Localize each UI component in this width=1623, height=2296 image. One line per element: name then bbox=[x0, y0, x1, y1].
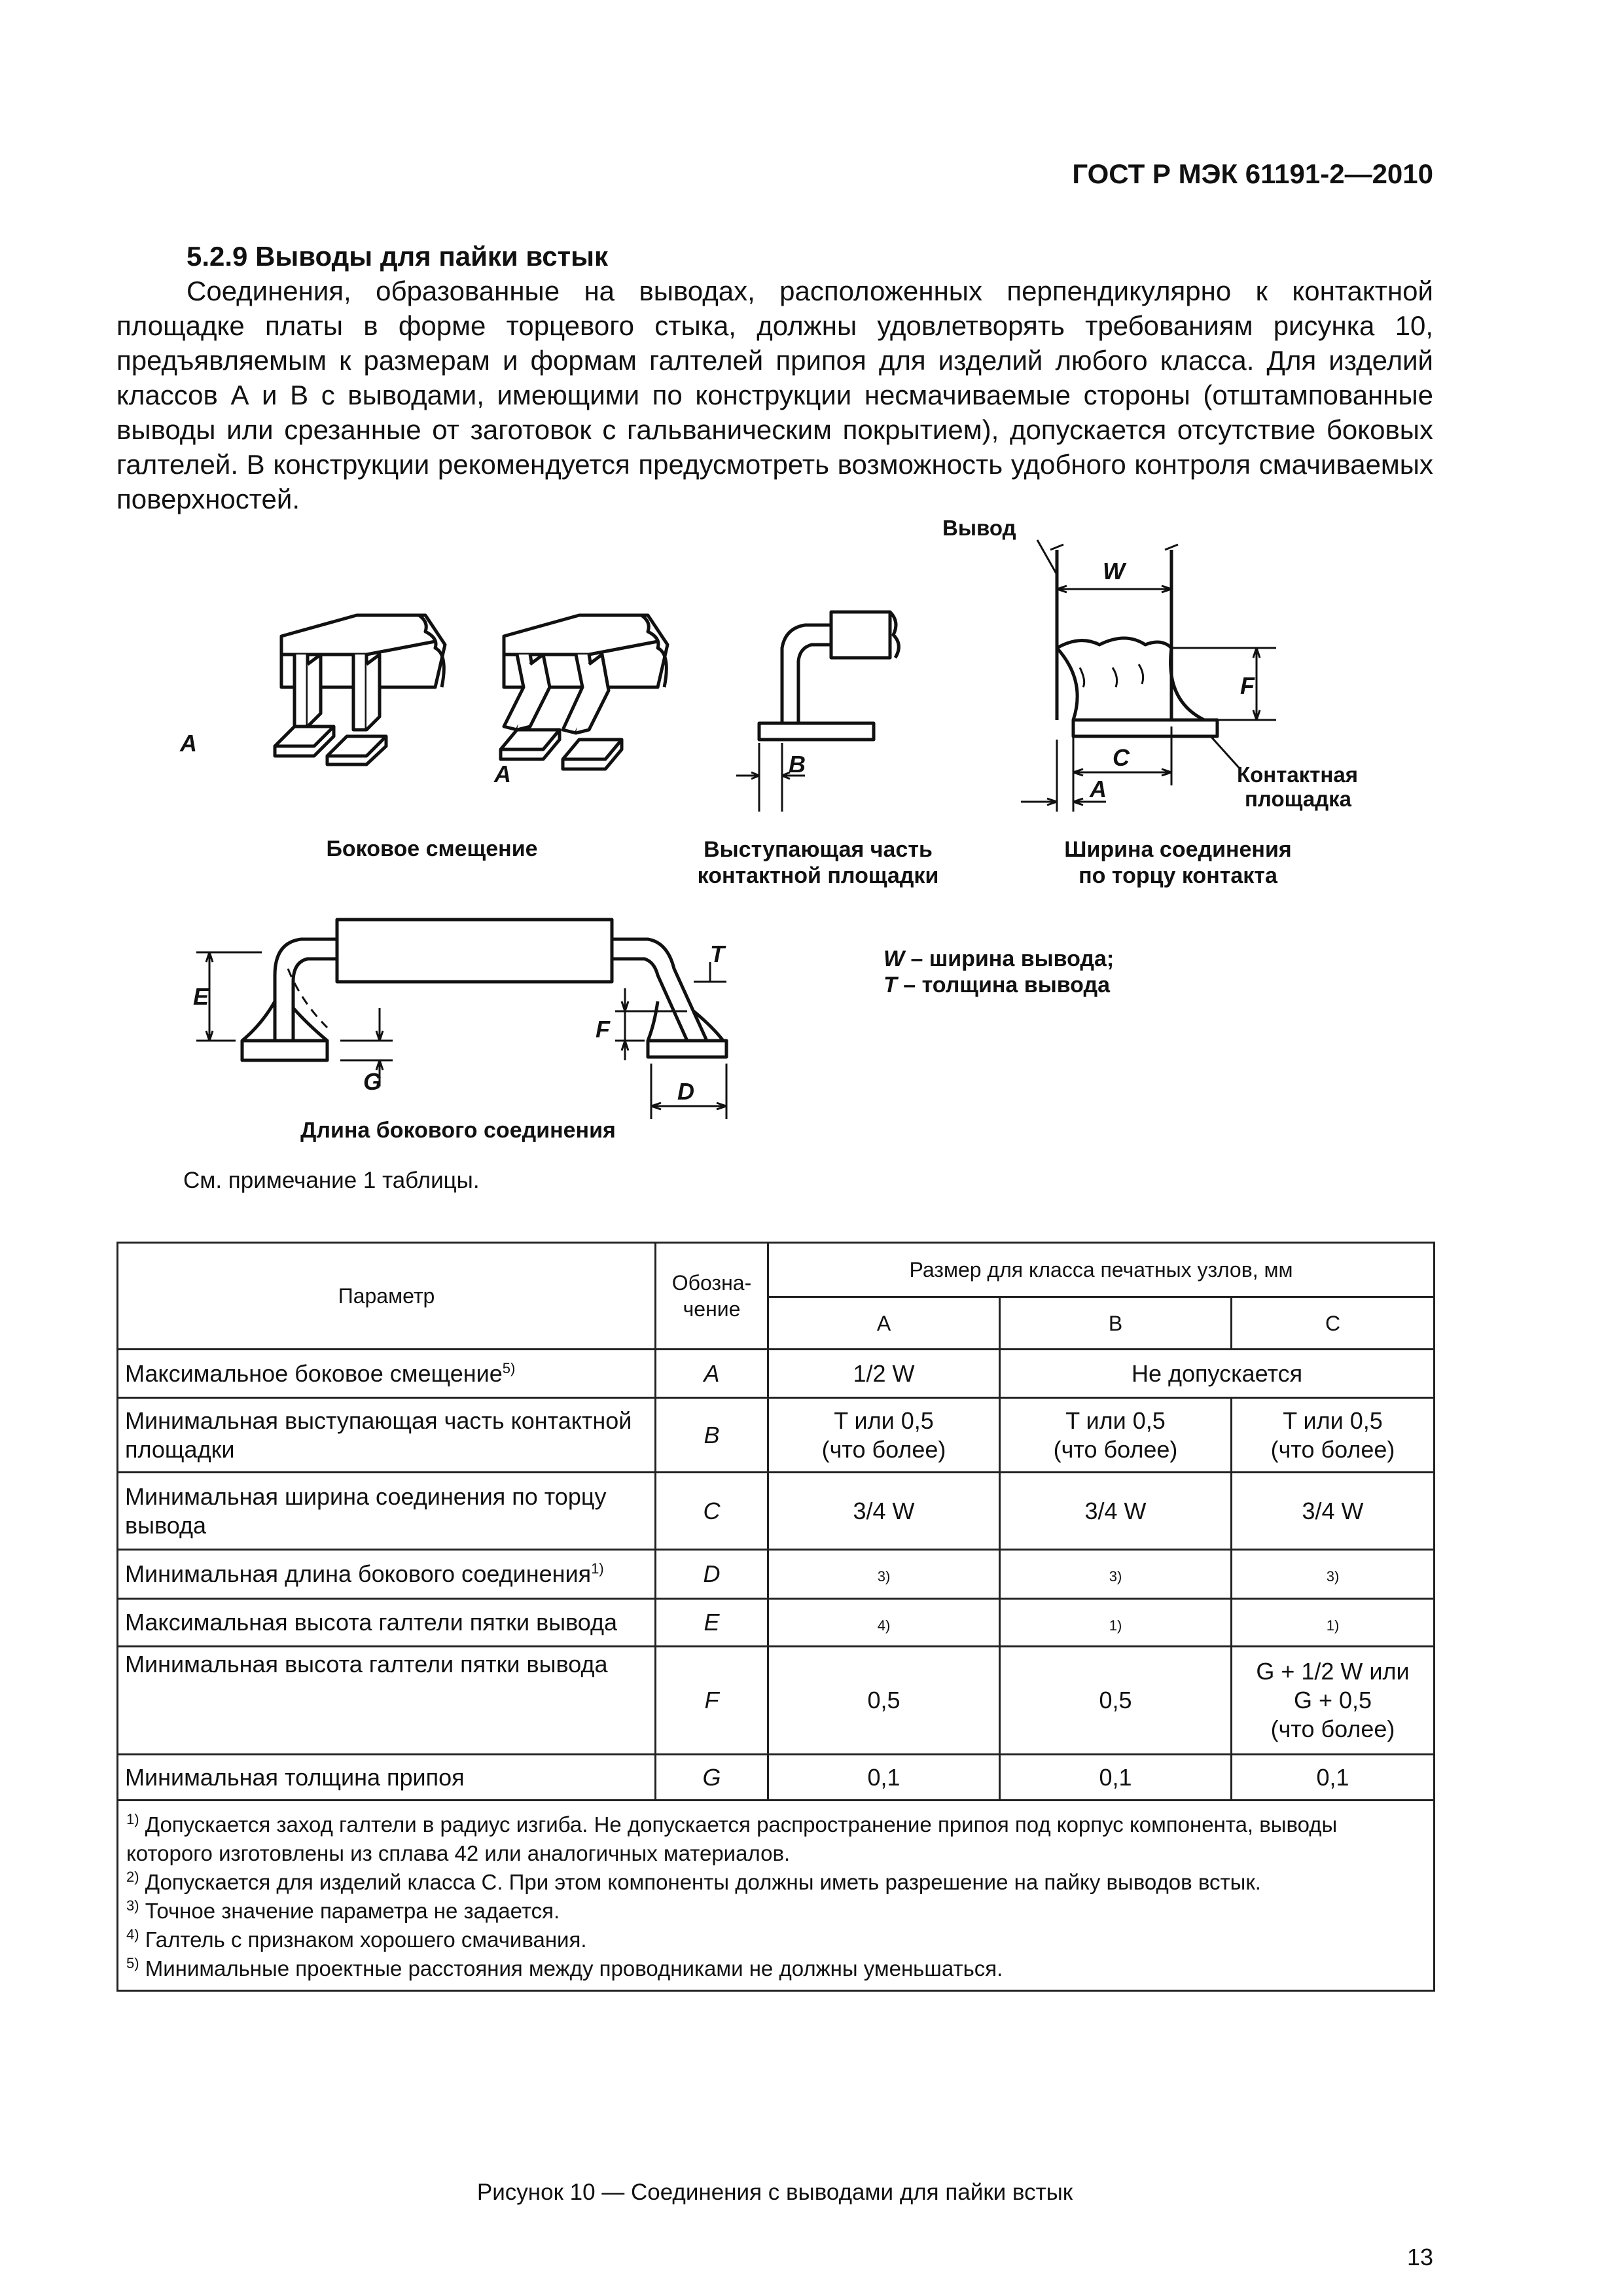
row-param: Минимальная высота галтели пятки вывода bbox=[118, 1647, 656, 1755]
legend-t-symbol: T bbox=[883, 973, 897, 997]
caption-end-joint-width bbox=[1034, 836, 1322, 889]
dim-label-f-1: F bbox=[1240, 672, 1255, 699]
row-class-a: 3) bbox=[768, 1550, 1000, 1599]
row-class-bc: Не допускается bbox=[1000, 1350, 1435, 1398]
footnote: $^{4)}$ Галтель с признаком хорошего смачивания. bbox=[126, 1926, 587, 1952]
caption-toe-overhang-line2: контактной площадки bbox=[697, 863, 939, 888]
table-row bbox=[118, 1398, 1435, 1473]
table-row bbox=[118, 1647, 1435, 1755]
caption-side-overhang: Боковое смещение bbox=[326, 836, 538, 861]
caption-end-joint-width-line2: по торцу контакта bbox=[1079, 863, 1277, 888]
row-class-c: 3) bbox=[1232, 1550, 1435, 1599]
footnote: $^{2)}$ Допускается для изделий класса С. При этом компоненты должны иметь разрешение на пайку выводов встык. bbox=[126, 1869, 1261, 1894]
table-footnotes bbox=[118, 1801, 1435, 1991]
footnote: $^{3)}$ Точное значение параметра не задается. bbox=[126, 1897, 560, 1923]
lead-callout: Вывод bbox=[942, 516, 1016, 540]
row-class-c: G + 1/2 W или G + 0,5 (что более) bbox=[1232, 1647, 1435, 1755]
requirements-table bbox=[116, 1242, 1435, 1992]
side-overhang-drawing-2 bbox=[501, 615, 668, 769]
row-symbol: E bbox=[656, 1599, 768, 1647]
row-param: Максимальное боковое смещение$^{5)}$ bbox=[118, 1350, 656, 1398]
pad-callout-line2: площадка bbox=[1245, 787, 1352, 811]
caption-side-joint-length: Длина бокового соединения bbox=[300, 1118, 616, 1143]
figure-note: См. примечание 1 таблицы. bbox=[183, 1168, 480, 1193]
row-class-b: 1) bbox=[1000, 1599, 1232, 1647]
table-footnotes-row bbox=[118, 1801, 1435, 1991]
dim-label-e: E bbox=[193, 983, 209, 1010]
table-header-row-1 bbox=[118, 1243, 1435, 1297]
row-symbol: C bbox=[656, 1473, 768, 1550]
row-param: Минимальная толщина припоя bbox=[118, 1755, 656, 1801]
dim-label-w: W bbox=[1103, 558, 1125, 584]
header-parameter: Параметр bbox=[118, 1243, 656, 1350]
caption-toe-overhang-line1: Выступающая часть bbox=[704, 837, 933, 862]
row-symbol: A bbox=[656, 1350, 768, 1398]
row-class-a: 4) bbox=[768, 1599, 1000, 1647]
row-class-b: 0,1 bbox=[1000, 1755, 1232, 1801]
side-overhang-drawing-1 bbox=[275, 615, 445, 764]
side-joint-length-drawing bbox=[196, 920, 726, 1119]
row-class-c: 0,1 bbox=[1232, 1755, 1435, 1801]
row-param: Минимальная выступающая часть контактной площадки bbox=[118, 1398, 656, 1473]
row-class-c: T или 0,5 (что более) bbox=[1232, 1398, 1435, 1473]
table-row bbox=[118, 1550, 1435, 1599]
row-class-c: 3/4 W bbox=[1232, 1473, 1435, 1550]
dim-label-a-2: A bbox=[494, 761, 511, 787]
footnote: $^{5)}$ Минимальные проектные расстояния между проводниками не должны уменьшаться. bbox=[126, 1955, 1003, 1981]
row-class-a: 3/4 W bbox=[768, 1473, 1000, 1550]
table-row bbox=[118, 1473, 1435, 1550]
footnote-ref: 5) bbox=[502, 1359, 516, 1376]
header-class-c: C bbox=[1232, 1297, 1435, 1350]
footnote: $^{1)}$ Допускается заход галтели в радиус изгиба. Не допускается распространение припоя под корпус компонента, выводы которого изготовлены из сплава 42 или аналогичных материалов. bbox=[126, 1811, 1338, 1865]
header-class-b: B bbox=[1000, 1297, 1232, 1350]
table-row bbox=[118, 1755, 1435, 1801]
row-class-b: 3/4 W bbox=[1000, 1473, 1232, 1550]
row-param: Минимальная длина бокового соединения$^{1)}$ bbox=[118, 1550, 656, 1599]
figure-10-drawing bbox=[0, 497, 1623, 1152]
footnote-ref: 1) bbox=[591, 1560, 604, 1577]
dim-label-a-1: A bbox=[180, 730, 197, 757]
row-class-a: 0,1 bbox=[768, 1755, 1000, 1801]
dim-label-c: C bbox=[1113, 744, 1130, 771]
dim-label-a-3: A bbox=[1090, 776, 1107, 802]
header-symbol-line2: чение bbox=[683, 1297, 741, 1321]
row-param: Минимальная ширина соединения по торцу вывода bbox=[118, 1473, 656, 1550]
header-size: Размер для класса печатных узлов, мм bbox=[768, 1243, 1435, 1297]
row-class-c: 1) bbox=[1232, 1599, 1435, 1647]
dim-label-f-2: F bbox=[596, 1016, 610, 1043]
caption-end-joint-width-line1: Ширина соединения bbox=[1064, 837, 1292, 862]
row-symbol: D bbox=[656, 1550, 768, 1599]
caption-toe-overhang bbox=[681, 836, 955, 889]
figure-caption: Рисунок 10 — Соединения с выводами для пайки встык bbox=[476, 2179, 1073, 2205]
row-symbol: B bbox=[656, 1398, 768, 1473]
row-param: Максимальная высота галтели пятки вывода bbox=[118, 1599, 656, 1647]
row-symbol: F bbox=[656, 1647, 768, 1755]
dim-label-t: T bbox=[710, 941, 724, 967]
header-symbol bbox=[656, 1243, 768, 1350]
row-class-b: 3) bbox=[1000, 1550, 1232, 1599]
dim-label-d: D bbox=[677, 1078, 694, 1105]
header-class-a: A bbox=[768, 1297, 1000, 1350]
header-symbol-line1: Обозна- bbox=[671, 1271, 752, 1295]
legend-t-text: – толщина вывода bbox=[897, 973, 1110, 997]
toe-overhang-drawing bbox=[736, 612, 899, 812]
row-class-a: 1/2 W bbox=[768, 1350, 1000, 1398]
table-row bbox=[118, 1350, 1435, 1398]
document-header: ГОСТ Р МЭК 61191-2—2010 bbox=[1072, 158, 1433, 189]
dim-label-b: B bbox=[789, 751, 806, 778]
row-class-b: T или 0,5 (что более) bbox=[1000, 1398, 1232, 1473]
symbol-legend bbox=[883, 946, 1114, 998]
row-class-a: 0,5 bbox=[768, 1647, 1000, 1755]
row-class-b: 0,5 bbox=[1000, 1647, 1232, 1755]
legend-w-symbol: W bbox=[883, 946, 905, 971]
section-body bbox=[116, 274, 1433, 516]
table-row bbox=[118, 1599, 1435, 1647]
section-paragraph: Соединения, образованные на выводах, расположенных перпендикулярно к контактной площадке платы в форме торцевого стыка, должны удовлетворять требованиям рисунка 10, предъявляемым к размерам и формам галтелей припоя для изделий любого класса. Для изделий классов А и В с выводами, имеющими по конструкции несмачиваемые стороны (отштампованные выводы или срезанные от заготовок с гальваническим покрытием), допускается отсутствие боковых галтелей. В конструкции рекомендуется предусмотреть возможность удобного контроля смачиваемых поверхностей. bbox=[116, 276, 1433, 514]
row-class-a: T или 0,5 (что более) bbox=[768, 1398, 1000, 1473]
page-number: 13 bbox=[1406, 2244, 1433, 2270]
legend-w-text: – ширина вывода; bbox=[904, 946, 1115, 971]
dim-label-g: G bbox=[363, 1068, 382, 1095]
row-symbol: G bbox=[656, 1755, 768, 1801]
section-title: 5.2.9 Выводы для пайки встык bbox=[187, 241, 609, 272]
pad-callout-line1: Контактная bbox=[1237, 762, 1358, 787]
